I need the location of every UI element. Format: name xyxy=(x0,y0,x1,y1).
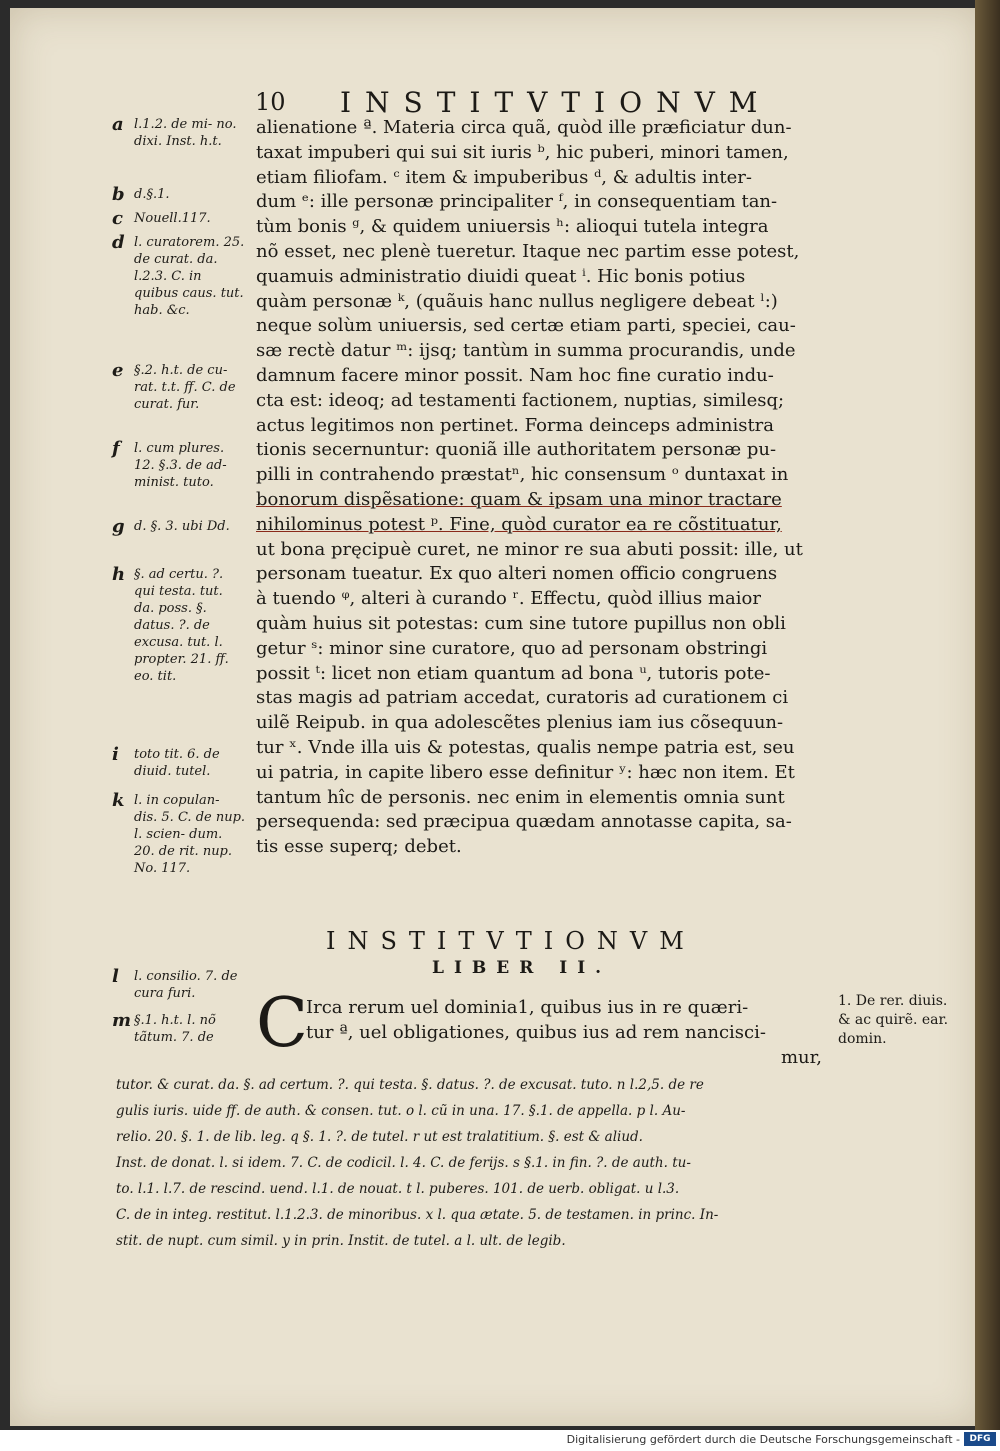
note-text: toto tit. 6. de diuid. tutel. xyxy=(134,747,220,779)
note-letter: a xyxy=(112,114,124,135)
page-number: 10 xyxy=(255,88,286,116)
underlined-line: bonorum dispẽsatione: quam & ipsam una minor tractare xyxy=(256,488,782,510)
margin-note xyxy=(112,792,252,892)
main-text xyxy=(256,116,828,860)
note-text: §. ad certu. ?. qui testa. tut. da. poss. §. datus. ?. de excusa. tut. l. propter. 21. ff. eo. tit. xyxy=(134,567,229,684)
margin-note xyxy=(112,234,252,360)
drop-cap: C xyxy=(256,984,309,1063)
margin-notes xyxy=(112,116,252,894)
margin-note xyxy=(112,1012,252,1046)
margin-note xyxy=(112,518,252,564)
note-text: l. cum plures. 12. §.3. de ad- minist. tuto. xyxy=(134,441,227,490)
margin-note xyxy=(112,746,252,790)
margin-note xyxy=(112,186,252,208)
note-text: l.1.2. de mi- no. dixi. Inst. h.t. xyxy=(134,117,237,149)
book-title: INSTITVTIONVM xyxy=(326,927,696,955)
note-text: l. in copulan- dis. 5. C. de nup. l. scien- dum. 20. de rit. nup. No. 117. xyxy=(134,793,246,876)
note-text: l. curatorem. 25. de curat. da. l.2.3. C. in quibus caus. tut. hab. &c. xyxy=(134,235,245,318)
note-letter: l xyxy=(112,966,119,987)
margin-note xyxy=(112,566,252,744)
side-heading: 1. De rer. diuis. & ac quirẽ. ear. domin. xyxy=(838,993,949,1047)
note-letter: c xyxy=(112,208,123,229)
note-text: §.2. h.t. de cu- rat. t.t. ff. C. de curat. fur. xyxy=(134,363,236,412)
lower-margin-notes xyxy=(112,968,252,1048)
footnote-line: gulis iuris. uide ff. de auth. & consen. tut. o l. cũ in una. 17. §.1. de appella. p l. Au- xyxy=(116,1103,686,1119)
text-line: ui patria, in capite libero esse definitur ʸ: hæc non item. Et xyxy=(256,761,795,783)
text-line: mur, xyxy=(780,1047,822,1068)
text-line: sæ rectè datur ᵐ: ijsq; tantùm in summa procurandis, unde xyxy=(256,340,796,362)
text-line: tantum hîc de personis. nec enim in elementis omnia sunt xyxy=(256,786,785,808)
text-line: etiam filiofam. ᶜ item & impuberibus ᵈ, & adultis inter- xyxy=(256,166,752,188)
text-line: alienatione ª. Materia circa quã, quòd ille præficiatur dun- xyxy=(256,117,792,138)
text-line: getur ˢ: minor sine curatore, quo ad personam obstringi xyxy=(256,637,768,659)
text-line: dum ᵉ: ille personæ principaliter ᶠ, in consequentiam tan- xyxy=(256,191,778,213)
text-line: quamuis administratio diuidi queat ⁱ. Hic bonis potius xyxy=(256,265,746,287)
note-letter: k xyxy=(112,790,125,811)
note-letter: f xyxy=(112,438,120,459)
chapter-text xyxy=(306,995,822,1070)
margin-note xyxy=(112,968,252,1010)
margin-note xyxy=(112,116,252,184)
text-line: pilli in contrahendo præstatⁿ, hic consensum ᵒ duntaxat in xyxy=(256,464,789,486)
text-line: taxat impuberi qui sui sit iuris ᵇ, hic puberi, minori tamen, xyxy=(256,141,789,163)
text-line: quàm personæ ᵏ, (quãuis hanc nullus negligere debeat ˡ:) xyxy=(256,290,778,312)
text-line: actus legitimos non pertinet. Forma deinceps administra xyxy=(256,414,775,436)
text-line: tis esse superq; debet. xyxy=(256,836,462,858)
note-letter: g xyxy=(112,516,125,537)
text-line: tionis secernuntur: quoniã ille authoritatem personæ pu- xyxy=(256,439,777,461)
text-line: cta est: ideoq; ad testamenti factionem, nuptias, similesq; xyxy=(256,389,785,411)
note-text: Nouell.117. xyxy=(134,211,211,226)
book-subtitle: LIBER II. xyxy=(432,958,612,978)
note-text: d.§.1. xyxy=(134,187,170,202)
text-line: tur ˣ. Vnde illa uis & potestas, qualis nempe patria est, seu xyxy=(256,736,795,758)
text-line: possit ᵗ: licet non etiam quantum ad bona ᵘ, tutoris pote- xyxy=(256,662,771,684)
note-letter: m xyxy=(112,1010,132,1031)
text-line: ut bona pręcipuè curet, ne minor re sua abuti possit: ille, ut xyxy=(256,538,803,560)
text-line: neque solùm uniuersis, sed certæ etiam parti, speciei, cau- xyxy=(256,315,796,337)
text-line: stas magis ad patriam accedat, curatoris ad curationem ci xyxy=(256,687,789,709)
digitization-credit: Digitalisierung gefördert durch die Deutsche Forschungsgemeinschaft - xyxy=(566,1433,960,1446)
note-text: d. §. 3. ubi Dd. xyxy=(134,519,230,534)
text-line: tùm bonis ᵍ, & quidem uniuersis ʰ: alioqui tutela integra xyxy=(256,216,769,238)
footnote-line: tutor. & curat. da. §. ad certum. ?. qui testa. §. datus. ?. de excusat. tuto. n l.2,5. de re xyxy=(116,1077,704,1093)
book-spine xyxy=(975,0,1000,1430)
note-letter: b xyxy=(112,184,125,205)
running-title: INSTITVTIONVM xyxy=(340,86,772,119)
text-line: Irca rerum uel dominia1, quibus ius in re quæri- xyxy=(306,997,749,1018)
margin-note xyxy=(112,440,252,516)
text-line: personam tueatur. Ex quo alteri nomen officio congruens xyxy=(256,563,778,585)
text-line: nõ esset, nec plenè tueretur. Itaque nec partim esse potest, xyxy=(256,240,800,262)
note-letter: h xyxy=(112,564,126,585)
text-line: uilẽ Reipub. in qua adolescẽtes plenius iam ius cõsequun- xyxy=(256,712,784,734)
note-text: l. consilio. 7. de cura furi. xyxy=(134,969,238,1001)
footnote-line: stit. de nupt. cum simil. y in prin. Instit. de tutel. a l. ult. de legib. xyxy=(116,1233,566,1249)
note-letter: d xyxy=(112,232,125,253)
footnote-line: C. de in integ. restitut. l.1.2.3. de minoribus. x l. qua ætate. 5. de testamen. in princ. In- xyxy=(116,1207,719,1223)
footnotes xyxy=(116,1072,828,1254)
dfg-logo: DFG xyxy=(964,1432,996,1446)
margin-note xyxy=(112,210,252,232)
underlined-line: nihilominus potest ᵖ. Fine, quòd curator ea re cõstituatur, xyxy=(256,513,782,535)
text-line: damnum facere minor possit. Nam hoc fine curatio indu- xyxy=(256,364,774,386)
text-line: persequenda: sed præcipua quædam annotasse capita, sa- xyxy=(256,811,792,833)
text-line: quàm huius sit potestas: cum sine tutore pupillus non obli xyxy=(256,612,786,634)
text-line: à tuendo ᵠ, alteri à curando ʳ. Effectu, quòd illius maior xyxy=(256,588,761,610)
note-letter: i xyxy=(112,744,119,765)
footnote-line: relio. 20. §. 1. de lib. leg. q §. 1. ?. de tutel. r ut est tralatitium. §. est & aliud. xyxy=(116,1129,643,1145)
footnote-line: Inst. de donat. l. si idem. 7. C. de codicil. l. 4. C. de ferijs. s §.1. in fin. ?. de auth. tu- xyxy=(116,1155,691,1171)
text-line: tur ª, uel obligationes, quibus ius ad rem nancisci- xyxy=(306,1022,766,1043)
note-text: §.1. h.t. l. nõ tãtum. 7. de xyxy=(134,1013,216,1045)
footnote-line: to. l.1. l.7. de rescind. uend. l.1. de nouat. t l. puberes. 101. de uerb. obligat. u l.3. xyxy=(116,1181,680,1197)
note-letter: e xyxy=(112,360,124,381)
margin-note xyxy=(112,362,252,438)
